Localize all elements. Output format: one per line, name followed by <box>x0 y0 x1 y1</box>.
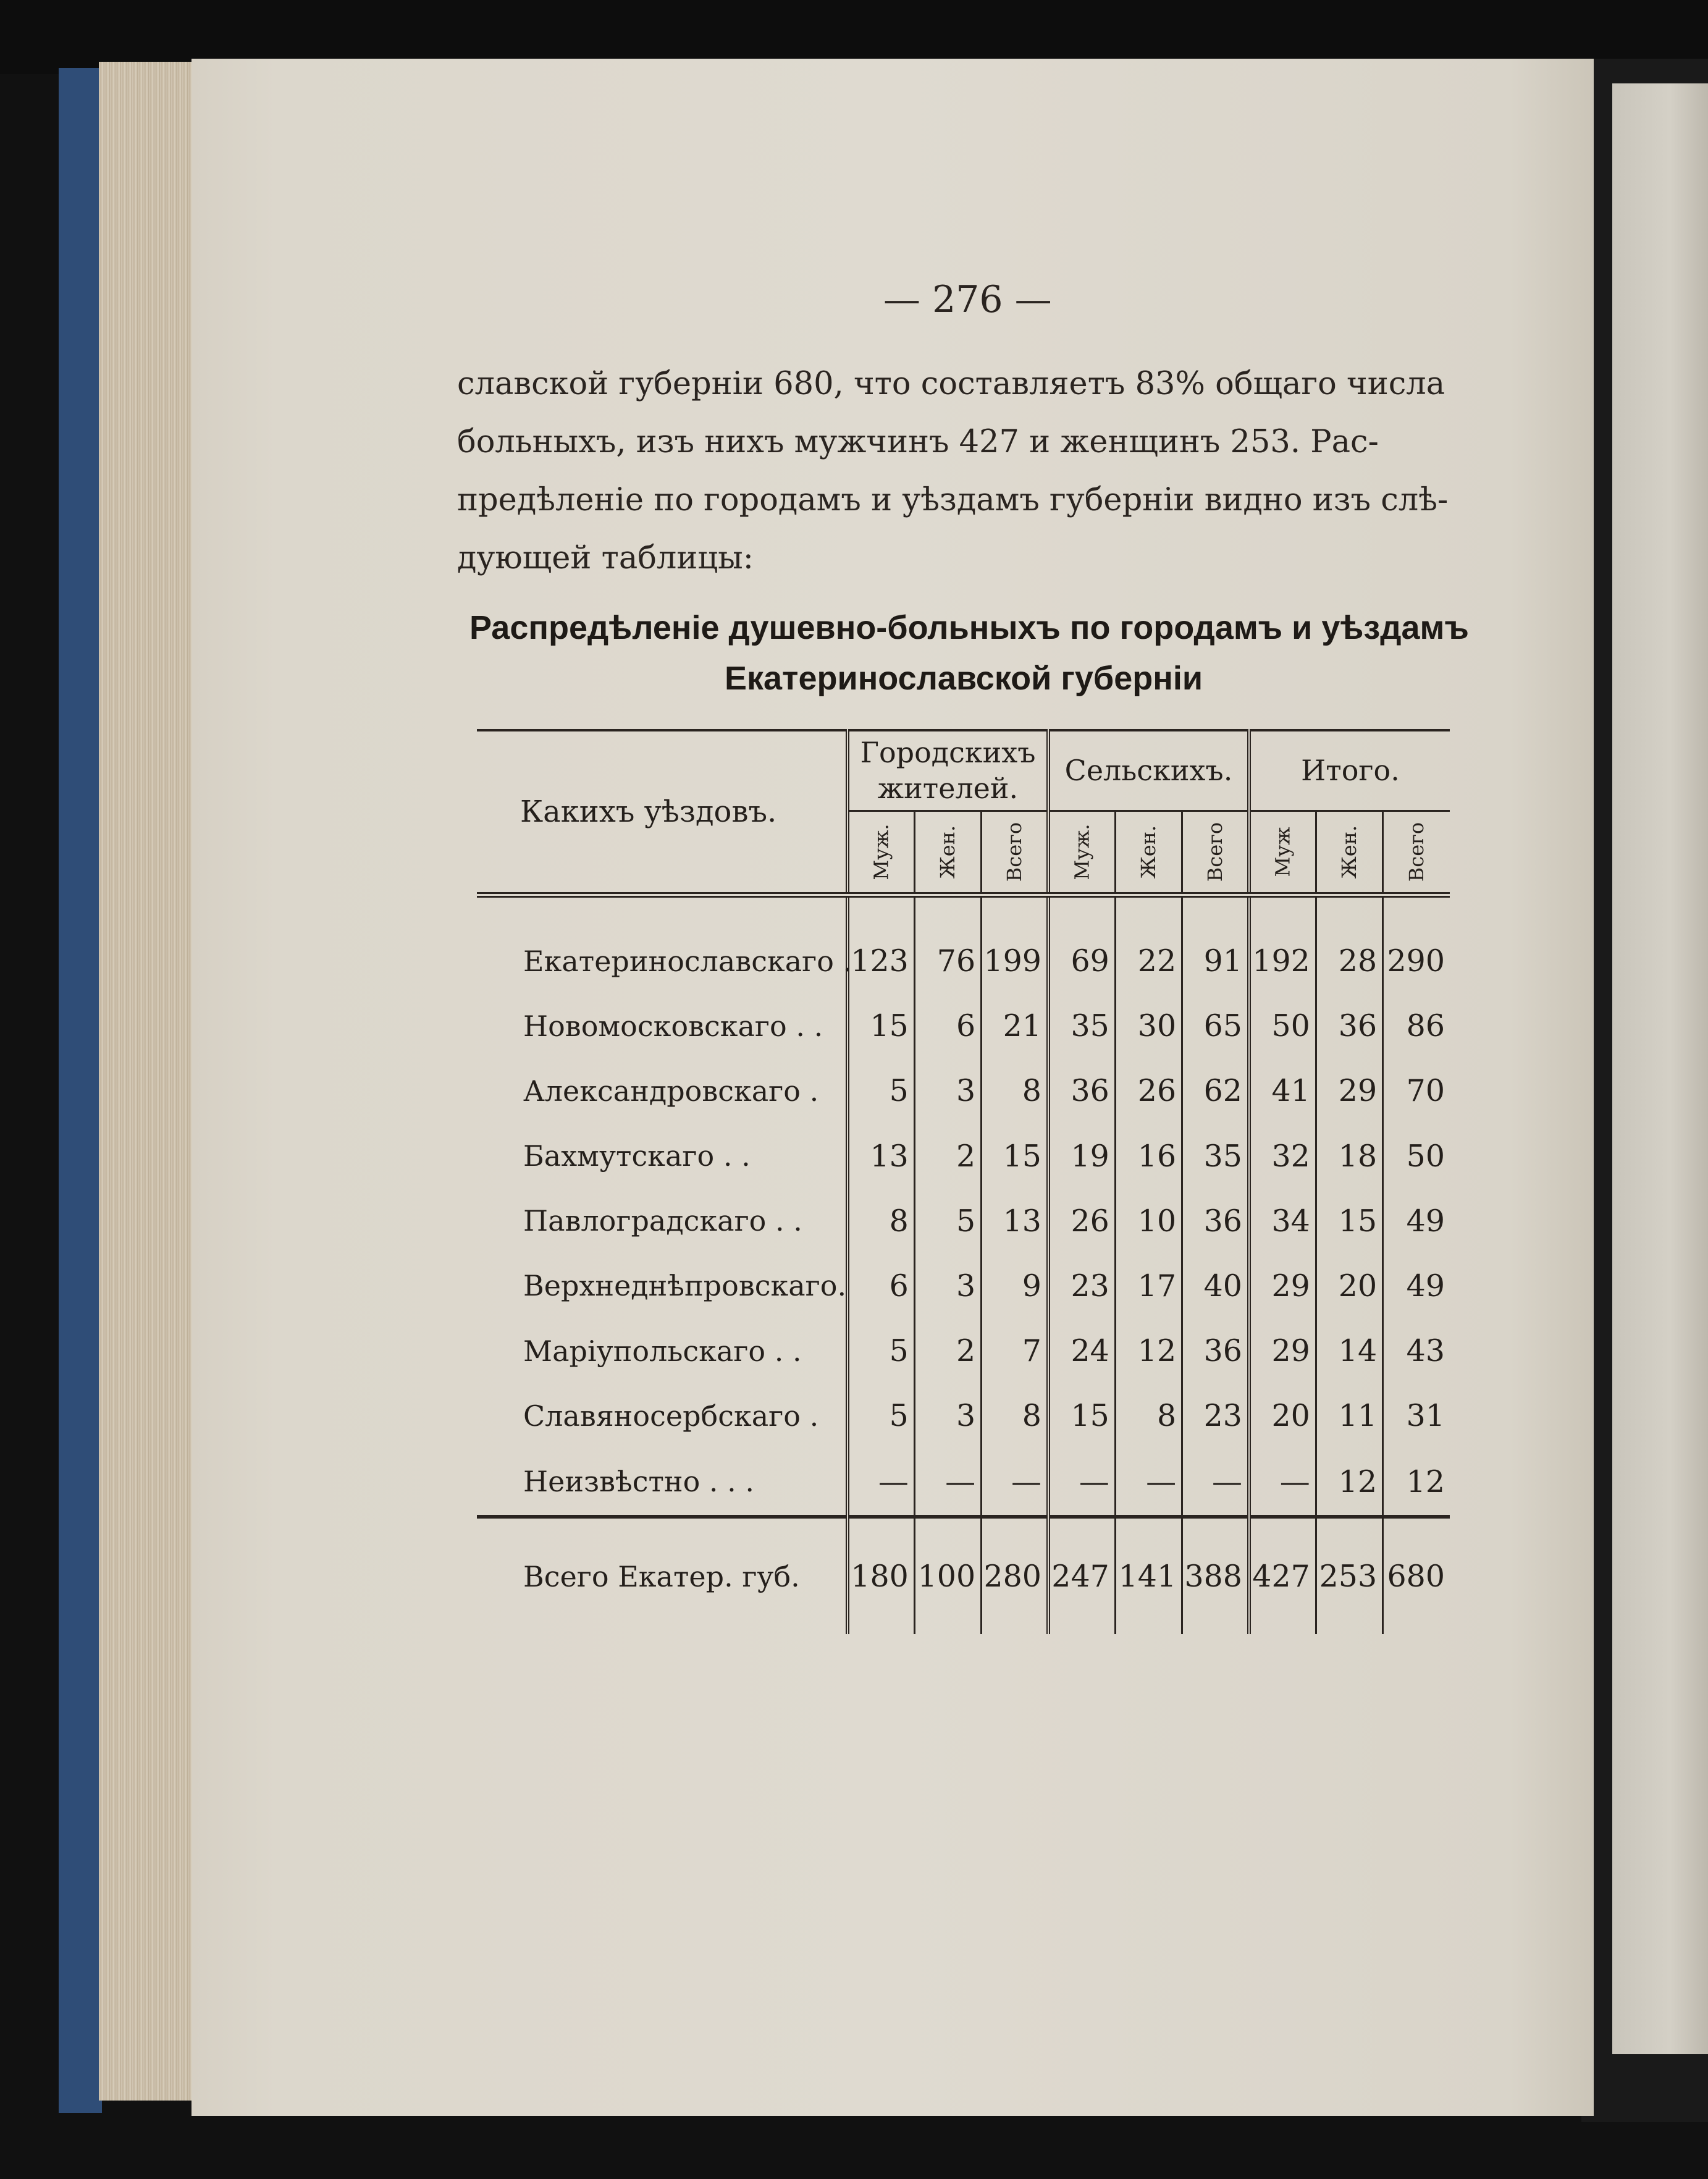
district-name: Неизвѣстно . . . <box>523 1465 755 1499</box>
value-cell: 192 <box>1249 929 1316 993</box>
table-row <box>477 1254 1450 1318</box>
subheader-cell: Жен. <box>1316 811 1382 895</box>
value-cell: 36 <box>1316 993 1382 1058</box>
value-cell: 35 <box>1182 1123 1249 1188</box>
value-cell: 5 <box>848 1383 914 1448</box>
subheader-cell: Муж <box>1249 811 1316 895</box>
value-cell: 15 <box>848 993 914 1058</box>
value-cell: 3 <box>914 1383 981 1448</box>
value-cell: 18 <box>1316 1123 1382 1188</box>
value-cell: 9 <box>982 1254 1048 1318</box>
value-cell: 20 <box>1249 1383 1316 1448</box>
total-cell: 100 <box>914 1517 981 1634</box>
value-cell: 24 <box>1048 1318 1115 1383</box>
value-cell: 29 <box>1316 1058 1382 1123</box>
value-cell: 5 <box>848 1058 914 1123</box>
paragraph-line: больныхъ, изъ нихъ мужчинъ 427 и женщинъ 253. Рас- <box>457 424 1379 460</box>
table-title-line: Распредѣленіе душевно-больныхъ по городамъ и уѣздамъ <box>469 609 1469 646</box>
value-cell: 28 <box>1316 929 1382 993</box>
value-cell: 21 <box>982 993 1048 1058</box>
subheader-cell: Жен. <box>1115 811 1182 895</box>
district-name: Бахмутскаго . . <box>523 1139 751 1173</box>
value-cell: 43 <box>1383 1318 1450 1383</box>
subheader-cell: Всего <box>1182 811 1249 895</box>
district-name: Александровскаго . <box>523 1074 819 1108</box>
value-cell: 5 <box>848 1318 914 1383</box>
value-cell: 2 <box>914 1123 981 1188</box>
value-cell: 23 <box>1182 1383 1249 1448</box>
value-cell: 6 <box>848 1254 914 1318</box>
table-total-row <box>477 1517 1450 1634</box>
district-name: Маріупольскаго . . <box>523 1334 802 1368</box>
value-cell: — <box>914 1448 981 1517</box>
value-cell: 6 <box>914 993 981 1058</box>
value-cell: 12 <box>1383 1448 1450 1517</box>
value-cell: 290 <box>1383 929 1450 993</box>
table-row <box>477 1058 1450 1123</box>
table-title-line: Екатеринославской губерніи <box>724 660 1203 697</box>
value-cell: 10 <box>1115 1189 1182 1254</box>
value-cell: 86 <box>1383 993 1450 1058</box>
value-cell: 49 <box>1383 1189 1450 1254</box>
value-cell: 40 <box>1182 1254 1249 1318</box>
table-row <box>477 1123 1450 1188</box>
value-cell: 31 <box>1383 1383 1450 1448</box>
subheader-cell: Всего <box>1383 811 1450 895</box>
value-cell: 5 <box>914 1189 981 1254</box>
value-cell: 50 <box>1383 1123 1450 1188</box>
row-header: Какихъ уѣздовъ. <box>477 730 848 895</box>
total-cell: 253 <box>1316 1517 1382 1634</box>
value-cell: 14 <box>1316 1318 1382 1383</box>
value-cell: 62 <box>1182 1058 1249 1123</box>
value-cell: 76 <box>914 929 981 993</box>
subheader-cell: Всего <box>982 811 1048 895</box>
value-cell: — <box>982 1448 1048 1517</box>
value-cell: 34 <box>1249 1189 1316 1254</box>
table-row <box>477 929 1450 993</box>
value-cell: 2 <box>914 1318 981 1383</box>
value-cell: 8 <box>1115 1383 1182 1448</box>
value-cell: 29 <box>1249 1254 1316 1318</box>
value-cell: 69 <box>1048 929 1115 993</box>
paragraph-line: дующей таблицы: <box>457 540 754 576</box>
table-row <box>477 1383 1450 1448</box>
total-cell: 180 <box>848 1517 914 1634</box>
group-header-total: Итого. <box>1249 730 1450 811</box>
value-cell: 36 <box>1182 1189 1249 1254</box>
value-cell: 22 <box>1115 929 1182 993</box>
page-number: — 276 — <box>883 278 1052 321</box>
value-cell: 35 <box>1048 993 1115 1058</box>
value-cell: 70 <box>1383 1058 1450 1123</box>
value-cell: 12 <box>1115 1318 1182 1383</box>
district-name: Новомосковскаго . . <box>523 1009 823 1043</box>
district-name: Верхнеднѣпровскаго. <box>523 1269 847 1303</box>
value-cell: 13 <box>848 1123 914 1188</box>
body-paragraph <box>457 355 1458 588</box>
book-cover-edge <box>59 68 102 2113</box>
value-cell: 15 <box>982 1123 1048 1188</box>
value-cell: 26 <box>1048 1189 1115 1254</box>
subheader-cell: Муж. <box>1048 811 1115 895</box>
table-row <box>477 1448 1450 1517</box>
paragraph-line: славской губерніи 680, что составляетъ 83% общаго числа <box>457 366 1445 402</box>
value-cell: 8 <box>982 1058 1048 1123</box>
district-name: Екатеринославскаго . <box>523 944 852 978</box>
value-cell: 3 <box>914 1058 981 1123</box>
table-title <box>469 602 1469 704</box>
value-cell: 199 <box>982 929 1048 993</box>
value-cell: — <box>1048 1448 1115 1517</box>
value-cell: 7 <box>982 1318 1048 1383</box>
table-row <box>477 1189 1450 1254</box>
value-cell: 20 <box>1316 1254 1382 1318</box>
next-page-edge <box>1612 83 1708 2054</box>
value-cell: 50 <box>1249 993 1316 1058</box>
subheader-cell: Муж. <box>848 811 914 895</box>
value-cell: 15 <box>1316 1189 1382 1254</box>
value-cell: 91 <box>1182 929 1249 993</box>
value-cell: — <box>848 1448 914 1517</box>
value-cell: 41 <box>1249 1058 1316 1123</box>
value-cell: 65 <box>1182 993 1249 1058</box>
value-cell: — <box>1182 1448 1249 1517</box>
value-cell: 123 <box>848 929 914 993</box>
value-cell: 29 <box>1249 1318 1316 1383</box>
table-row <box>477 993 1450 1058</box>
table-row <box>477 1318 1450 1383</box>
group-header-rural: Сельскихъ. <box>1048 730 1249 811</box>
value-cell: 17 <box>1115 1254 1182 1318</box>
value-cell: — <box>1249 1448 1316 1517</box>
subheader-cell: Жен. <box>914 811 981 895</box>
value-cell: 36 <box>1182 1318 1249 1383</box>
value-cell: 12 <box>1316 1448 1382 1517</box>
value-cell: 3 <box>914 1254 981 1318</box>
value-cell: 15 <box>1048 1383 1115 1448</box>
value-cell: 19 <box>1048 1123 1115 1188</box>
value-cell: 23 <box>1048 1254 1115 1318</box>
total-cell: 680 <box>1383 1517 1450 1634</box>
total-cell: 141 <box>1115 1517 1182 1634</box>
table-spacer <box>477 895 1450 929</box>
value-cell: 32 <box>1249 1123 1316 1188</box>
value-cell: 30 <box>1115 993 1182 1058</box>
value-cell: 13 <box>982 1189 1048 1254</box>
value-cell: — <box>1115 1448 1182 1517</box>
value-cell: 16 <box>1115 1123 1182 1188</box>
total-cell: 280 <box>982 1517 1048 1634</box>
value-cell: 26 <box>1115 1058 1182 1123</box>
value-cell: 11 <box>1316 1383 1382 1448</box>
value-cell: 49 <box>1383 1254 1450 1318</box>
total-cell: 388 <box>1182 1517 1249 1634</box>
value-cell: 8 <box>982 1383 1048 1448</box>
group-header-urban: Городскихъ жителей. <box>848 730 1048 811</box>
paragraph-line: предѣленіе по городамъ и уѣздамъ губерніи видно изъ слѣ- <box>457 482 1449 518</box>
value-cell: 8 <box>848 1189 914 1254</box>
statistics-table <box>477 729 1450 1634</box>
table-header-row <box>477 730 1450 811</box>
total-label: Всего Екатер. губ. <box>477 1517 848 1634</box>
total-cell: 427 <box>1249 1517 1316 1634</box>
total-cell: 247 <box>1048 1517 1115 1634</box>
value-cell: 36 <box>1048 1058 1115 1123</box>
district-name: Славяносербскаго . <box>523 1399 819 1433</box>
district-name: Павлоградскаго . . <box>523 1204 802 1238</box>
page-edges <box>99 62 198 2101</box>
